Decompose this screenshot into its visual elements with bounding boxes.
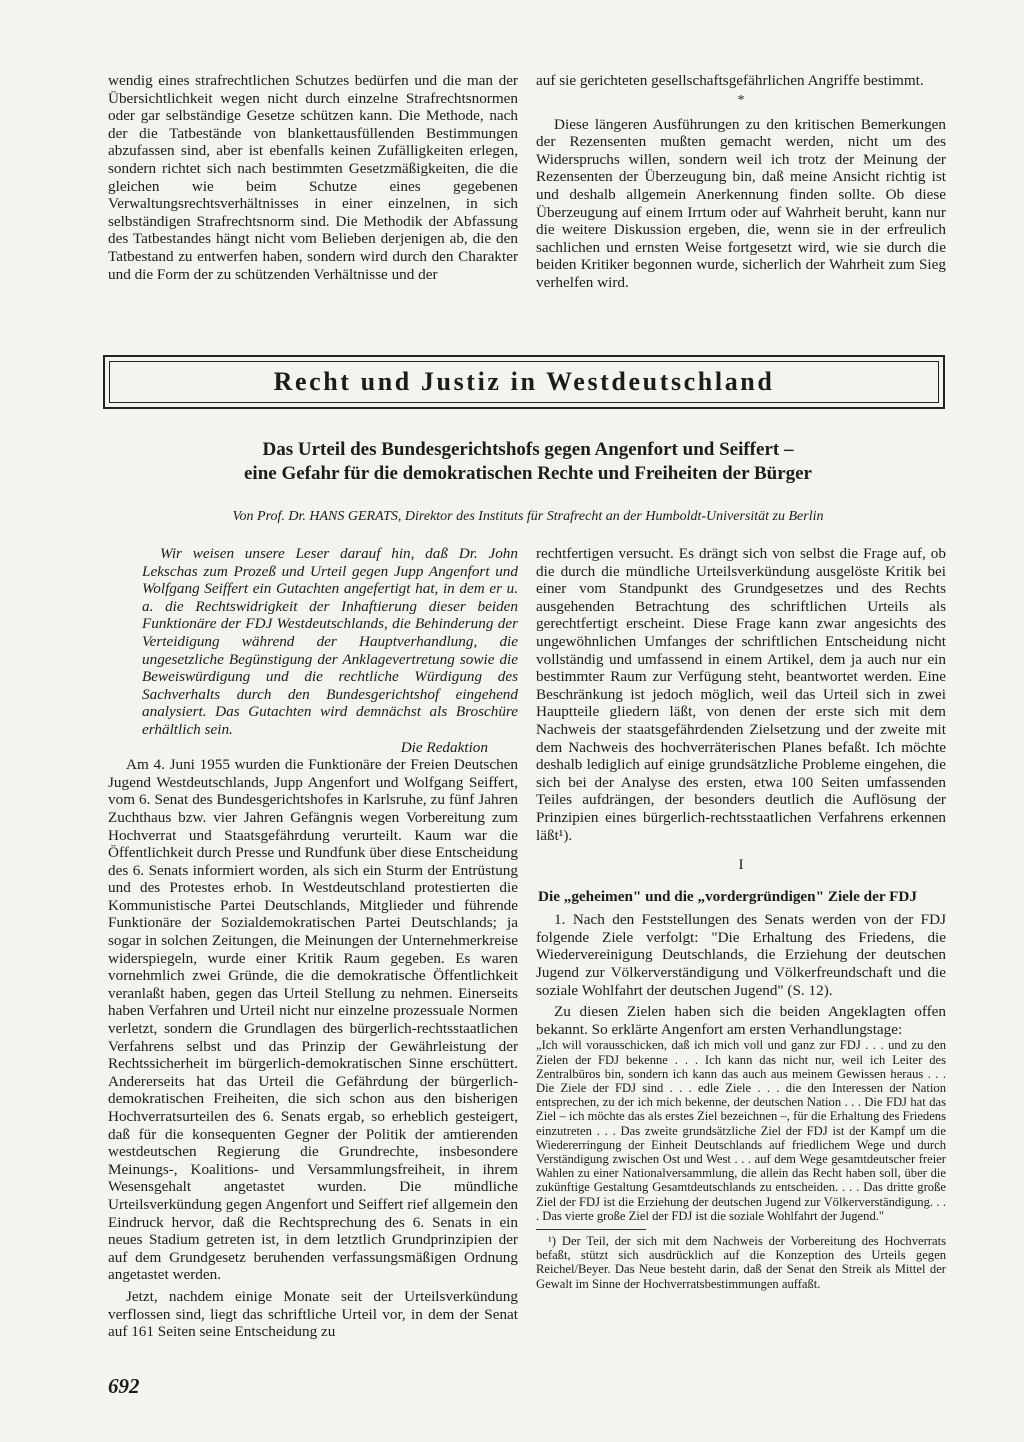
body-paragraph: Am 4. Juni 1955 wurden die Funktionäre der Freien Deutschen Jugend Westdeutschlands, Jupp Angenfort und Wolfgang Seiffert, vom 6. Senat des Bundesgerichtshofes in Karlsruhe, zu fünf Jahren Zuchthaus bzw. vier Jahren Gefängnis wegen Vorbereitung zum Hochverrat und Staatsgefährdung verurteilt. Kaum war die Öffentlichkeit durch Presse und Rundfunk über diese Entscheidung des 6. Senats informiert worden, als sich ein Sturm der Entrüstung und des Protestes erhob. In Westdeutschland protestierten die Kommunistische Partei Deutschlands, Mitglieder und führende Funktionäre der Sozialdemokratischen Partei Deutschlands; ja sogar in solchen Zeitungen, die Meinungen der Unternehmerkreise widerspiegeln, wurde einer Kritik Raum gegeben. Es waren vornehmlich zwei Gründe, die die demokratische Öffentlichkeit veranlaßt haben, gegen das Urteil Stellung zu nehmen. Einerseits haben Verfahren und Urteil nicht nur einzelne prozessuale Normen verletzt, sondern die Grundlagen des bürgerlich-rechtsstaatlichen Verfahrens selbst und das Prinzip der Gewährleistung der Rechtssicherheit im bürgerlich-demokratischen Sinne erschüttert. Andererseits hat das Urteil die Gefährdung der bürgerlich-demokratischen Freiheiten, die sich schon aus den bisherigen Hochverratsurteilen des 6. Senats ergab, so erheblich gesteigert, daß für die konsequenten Gegner der Politik der amtierenden westdeutschen Regierung die Grundrechte, insbesondere Meinungs-, Koalitions- und Versammlungsfreiheit, in ihrem Wesensgehalt angetastet wurden. Die mündliche Urteilsverkündung gegen Angenfort und Seiffert rief allgemein den Eindruck hervor, daß die Rechtsprechung des 6. Senats in ein neues Stadium getreten ist, in dem letztlich Grundprinzipien der auf dem Grundgesetz beruhenden verfassungsmäßigen Ordnung angetastet werden. xyxy=(108,756,518,1284)
section-banner xyxy=(103,355,945,409)
headline-line-1: Das Urteil des Bundesgerichtshofs gegen Angenfort und Seiffert – xyxy=(262,439,794,460)
body-paragraph: 1. Nach den Feststellungen des Senats werden von der FDJ folgende Ziele verfolgt: "Die Erhaltung des Friedens, die Wiedervereinigung Deutschlands, die Erziehung der deutschen Jugend zur Völkerverständigung und Völkerfreundschaft und die soziale Wohlfahrt der deutschen Jugend" (S. 12). xyxy=(536,911,946,999)
separator-star: * xyxy=(737,92,745,108)
closing-paragraph: Diese längeren Ausführungen zu den kritischen Bemerkungen der Rezensenten mußten gemacht werden, nicht um des Widerspruchs willen, sondern weil ich trotz der Meinung der Rezensenten der Überzeugung bin, daß meine Ansicht richtig ist und deshalb allgemein Anerkennung finden sollte. Ob diese Überzeugung auf einem Irrtum oder auf Wahrheit beruht, kann nur die weitere Diskussion ergeben, die, wenn sie in der erfreulich sachlichen und ernsten Weise fortgesetzt wird, wie sie durch die beiden Kritiker begonnen wurde, sicherlich der Wahrheit zum Sieg verhelfen wird. xyxy=(536,115,946,291)
body-paragraph: rechtfertigen versucht. Es drängt sich von selbst die Frage auf, ob die durch die mündliche Urteilsverkündung ausgelöste Kritik bei einer vom Standpunkt des Grundgesetzes und des Rechts ausgehenden Betrachtung des schriftlichen Urteils als gerechtfertigt erscheint. Diese Frage kann zwar angesichts des ungewöhnlichen Umfanges der schriftlichen Entscheidung nicht vollständig und umfassend in einem Artikel, dem ja auch nur ein bestimmter Raum zur Verfügung steht, beantwortet werden. Eine Beschränkung ist jedoch möglich, weil das Urteil sich in zwei Hauptteile gliedern läßt, von denen der erste sich mit dem Nachweis der staatsgefährdenden Zielsetzung und der zweite mit dem Nachweis des hochverräterischen Planes befaßt. Ich möchte deshalb lediglich auf einige grundsätzliche Probleme eingehen, die sich bei der Analyse des ersten, etwa 100 Seiten umfassenden Teiles aufdrängen, der besonders deutlich die Auflösung der Prinzipien eines bürgerlich-rechtsstaatlichen Verfahrens erkennen läßt¹). xyxy=(536,545,946,844)
article-byline: Von Prof. Dr. HANS GERATS, Direktor des Instituts für Strafrecht an der Humboldt-Universität zu Berlin xyxy=(232,509,824,524)
continued-paragraph: wendig eines strafrechtlichen Schutzes bedürfen und die man der Übersichtlichkeit wegen nicht durch einzelne Strafrechtsnormen oder gar selbständige Gesetze schützen kann. Die Methode, nach der die Tatbestände von blankettausfüllenden Bestimmungen abzufassen sind, aber ist ebenfalls keinen Zufälligkeiten erlegen, sondern richtet sich nach bestimmten Gesetzmäßigkeiten, die die gleichen wie beim Schutze eines gegebenen Verwaltungsrechtsverhältnisses in einer einzelnen, in sich selbständigen Strafrechtsnorm sind. Die Methodik der Abfassung des Tatbestandes hängt nicht vom Belieben derjenigen ab, die den Tatbestand zu entwerfen haben, sondern wird durch den Charakter und die Form der zu schützenden Verhältnisse und der xyxy=(108,72,518,283)
body-paragraph: Zu diesen Zielen haben sich die beiden Angeklagten offen bekannt. So erklärte Angenfort am ersten Verhandlungstage: xyxy=(536,1003,946,1038)
top-left-column xyxy=(108,72,518,283)
footnote-rule xyxy=(536,1229,646,1230)
section-banner-title: Recht und Justiz in Westdeutschland xyxy=(273,367,775,396)
article-left-column xyxy=(108,545,518,1341)
page-number: 692 xyxy=(108,1374,140,1398)
block-quote: „Ich will vorausschicken, daß ich mich voll und ganz zur FDJ . . . und zu den Zielen der FDJ bekenne . . . Ich kann das nicht nur, weil ich Leiter des Zentralbüros bin, sondern ich kann das auch aus meinem Gewissen heraus . . . Die Ziele der FDJ sind . . . edle Ziele . . . die den Interessen der Nation entsprechen, zu der ich mich bekenne, der deutschen Nation . . . Die FDJ hat das Ziel – ich möchte das als erstes Ziel bezeichnen –, für die Erhaltung des Friedens einzutreten . . . Das zweite grundsätzliche Ziel der FDJ ist der Kampf um die Wiedererringung der Einheit Deutschlands auf friedlichem Wege und durch Verständigung zwischen Ost und West . . . auf dem Wege gesamtdeutscher freier Wahlen zu einer Nationalversammlung, die allein das Recht haben soll, über die zukünftige Gestaltung Gesamtdeutschlands zu entscheiden. . . . Das dritte große Ziel der FDJ ist die Erziehung der deutschen Jugend zur Völkerverständigung. . . . Das vierte große Ziel der FDJ ist die soziale Wohlfahrt der Jugend." xyxy=(536,1038,946,1223)
editorial-signature: Die Redaktion xyxy=(400,738,488,756)
article-right-column xyxy=(536,545,946,1291)
footnote: ¹) Der Teil, der sich mit dem Nachweis der Vorbereitung des Hochverrats befaßt, stützt sich ausdrücklich auf die Konzeption des Urteils gegen Reichel/Beyer. Das Neue besteht darin, daß der Senat den Streik als Mittel der Gewalt im Sinne der Hochverratsbestimmungen auffaßt. xyxy=(536,1234,946,1291)
continued-paragraph-end: auf sie gerichteten gesellschaftsgefährlichen Angriffe bestimmt. xyxy=(536,72,924,89)
section-number: I xyxy=(738,856,744,874)
body-paragraph: Jetzt, nachdem einige Monate seit der Urteilsverkündung verflossen sind, liegt das schriftliche Urteil vor, in dem der Senat auf 161 Seiten seine Entscheidung zu xyxy=(108,1287,518,1341)
article-headline xyxy=(108,438,948,486)
editorial-note: Wir weisen unsere Leser darauf hin, daß Dr. John Lekschas zum Prozeß und Urteil gegen Jupp Angenfort und Wolfgang Seiffert ein Gutachten angefertigt hat, in dem er u. a. die Rechtswidrigkeit der Inhaftierung dieser beiden Funktionäre der FDJ Westdeutschlands, die Behinderung der Verteidigung während der Hauptverhandlung, die ungesetzliche Begünstigung der Anklagevertretung sowie die Beweiswürdigung und die rechtliche Würdigung des Sachverhalts durch den Bundesgerichtshof eingehend analysiert. Das Gutachten wird demnächst als Broschüre erhältlich sein. xyxy=(142,545,518,738)
section-heading: Die „geheimen" und die „vordergründigen" Ziele der FDJ xyxy=(538,887,917,905)
top-right-column xyxy=(536,72,946,292)
headline-line-2: eine Gefahr für die demokratischen Rechte und Freiheiten der Bürger xyxy=(243,463,812,484)
